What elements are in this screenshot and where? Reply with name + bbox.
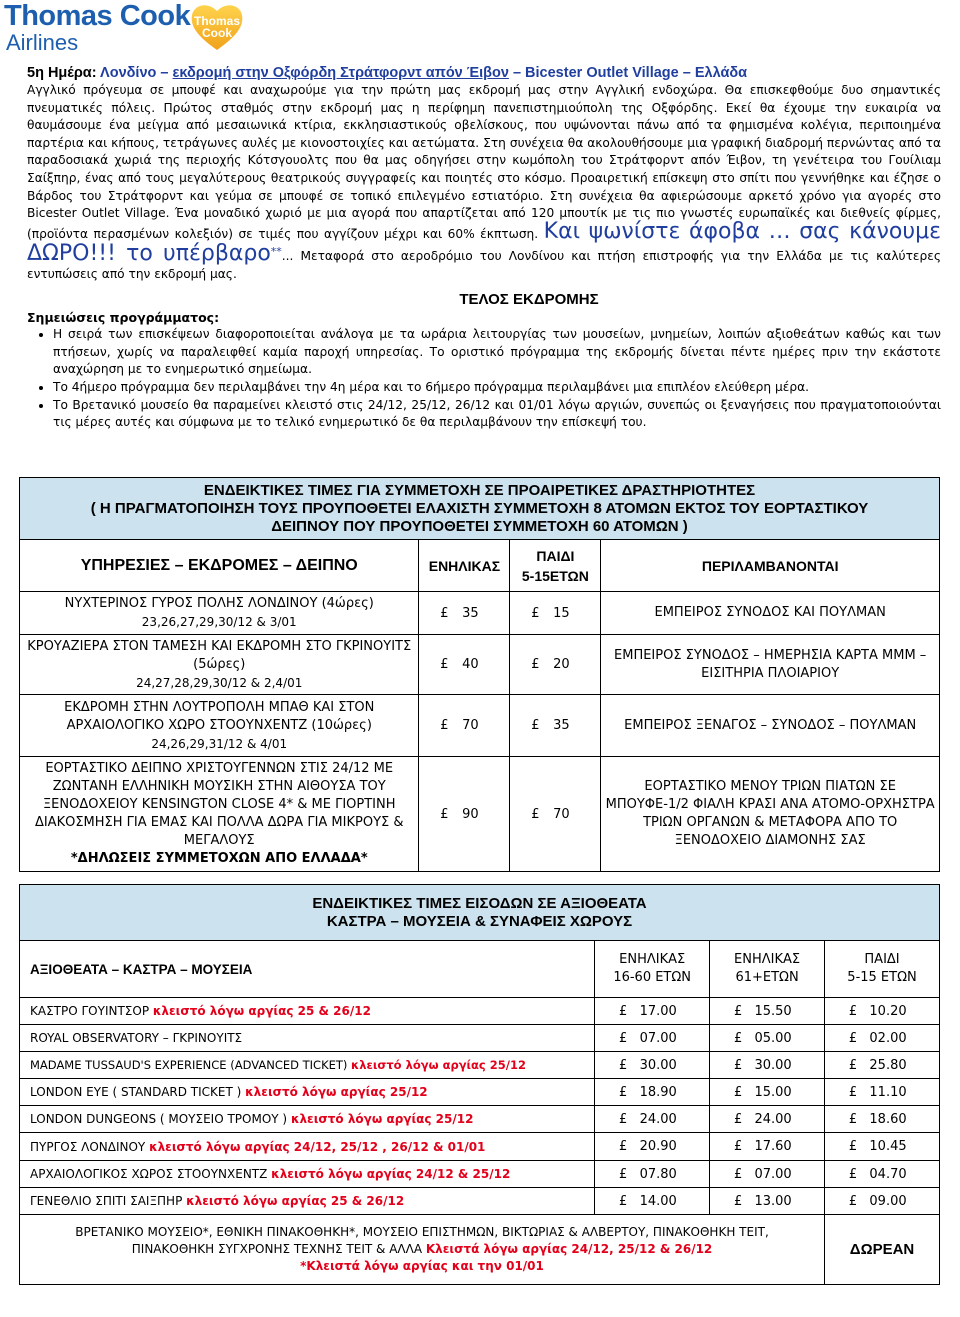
table1-subtitle: ( Η ΠΡΑΓΜΑΤΟΠΟΙΗΣΗ ΤΟΥΣ ΠΡΟΥΠΟΘΕΤΕΙ ΕΛΑΧΙΣΤΗ ΣΥΜΜΕΤΟΧΗ 8 ΑΤΟΜΩΝ ΕΚΤΟΣ ΤΟΥ ΕΟΡΤΑΣΤΙΚΟΥ	[90, 499, 869, 517]
pound-icon: £	[733, 1084, 743, 1100]
price-value: 10.45	[869, 1139, 907, 1154]
price-value: 70	[462, 718, 479, 733]
service-dates: 23,26,27,29,30/12 & 3/01	[141, 615, 297, 629]
col-child-label: ΠΑΙΔΙ	[864, 952, 900, 967]
price-value: 17.00	[639, 1003, 677, 1019]
pound-icon: £	[440, 657, 449, 672]
price-value: 07.00	[639, 1030, 677, 1046]
table1-subtitle: ΔΕΙΠΝΟΥ ΠΟΥ ΠΡΟΥΠΟΘΕΤΕΙ ΣΥΜΜΕΤΟΧΗ 60 ΑΤΟΜΩΝ )	[271, 517, 688, 535]
col-adult: ΕΝΗΛΙΚΑΣ	[419, 540, 510, 592]
optional-activities-table	[19, 477, 940, 872]
note-item: • Η σειρά των επισκέψεων διαφοροποιείται ανάλογα με τα ωράρια λειτουργίας των μουσείων, μνημείων, λοιπών αξιοθεάτων καθώς και των πτήσεων, χωρίς να παραλειφθεί καμία παροχή υπηρεσίας. Το οριστικό πρόγραμμα της εκδρομής δίνεται πέντε ημέρες πριν την εκάστοτε αναχώρηση με το ενημερωτικό σημείωμα.	[53, 326, 941, 379]
table1-title: ΕΝΔΕΙΚΤΙΚΕΣ ΤΙΜΕΣ ΓΙΑ ΣΥΜΜΕΤΟΧΗ ΣΕ ΠΡΟΑΙΡΕΤΙΚΕΣ ΔΡΑΣΤΗΡΙΟΤΗΤΕΣ	[203, 481, 756, 499]
logo-text: Thomas Cook	[4, 0, 191, 32]
service-dates: 24,27,28,29,30/12 & 2,4/01	[136, 675, 303, 690]
child-price	[510, 695, 601, 757]
child-price	[825, 1161, 940, 1188]
col-services: ΥΠΗΡΕΣΙΕΣ – ΕΚΔΡΟΜΕΣ – ΔΕΙΠΝΟ	[20, 540, 419, 592]
price-value: 10.20	[869, 1003, 907, 1019]
pound-icon: £	[848, 1057, 858, 1073]
price-value: 24.00	[639, 1111, 677, 1127]
description-text: Αγγλικό πρόγευμα σε μπουφέ και αναχωρούμε για την πρώτη μας εκδρομή μας στην Αγγλική ενδοχώρα. Θα επισκεφθούμε δυο σημαντικές πνευματικές πόλεις. Πρώτος σταθμός στην εκδρομή μας η περίφημη πανεπιστημιούπολη της Οξφόρδης. Εκεί θα έχουμε την ευκαιρία να θαυμάσουμε ένα μείγμα από μεσαιωνικά κτίρια, εκκλησιαστικούς οβελίσκους, που υψώνονται πάνω από τα φημισμένα κολέγια, περιποιημένα παρτέρια και κήπους, τετράγωνες αυλές με κιονοστοιχίες και αετώματα. Στη συνέχεια θα ακολουθήσουμε μια γραφική διαδρομή περνώντας από τα παραδοσιακά χωριά της περιοχής Κότσγουολτς που θα μας οδηγήσει στην κωμόπολη του Στράτφορντ απόν Έιβον, τη γενέτειρα του Γουίλιαμ Σαίξπηρ, ένας από τους μεγαλύτερους θεατρικούς συγγραφείς και ποιητές στο κόσμο. Προαιρετική επίσκεψη στο σπίτι που γεννήθηκε και έζησε ο Βάρδος του Στράτφορντ και γεύμα σε μπουφέ σε τοπικό επιλεγμένο εστιατόριο. Στη συνέχεια θα αφιερώσουμε αρκετό χρόνο για αγορές στο Bicester Outlet Village. Ένα μοναδικό χωριό με μια αγορά που απαρτίζεται από 120 μπουτίκ με τις πιο γνωστές ευρωπαϊκές και διεθνείς φίρμες, (προϊόντα περασμένων κολεξιόν) σε τιμές που αγγίζουν μέχρι και 60% έκπτωση.	[27, 83, 941, 241]
sight-title: ΑΡΧΑΙΟΛΟΓΙΚΟΣ ΧΩΡΟΣ ΣΤΟΟΥΝΧΕΝΤΖ	[30, 1167, 272, 1181]
service-title: ΕΟΡΤΑΣΤΙΚΟ ΔΕΙΠΝΟ ΧΡΙΣΤΟΥΓΕΝΝΩΝ ΣΤΙΣ 24/12 ΜΕ ΖΩΝΤΑΝΗ ΕΛΛΗΝΙΚΗ ΜΟΥΣΙΚΗ ΣΤΗΝ ΑΙΘΟΥΣΑ ΤΟΥ ΞΕΝΟΔΟΧΕΙΟΥ KENSINGTON CLOSE 4* & ΜΕ ΓΙΟΡΤΙΝΗ ΔΙΑΚΟΣΜΗΣΗ ΓΙΑ ΕΜΑΣ ΚΑΙ ΠΟΛΛΑ ΔΩΡΑ ΓΙΑ ΜΙΚΡΟΥΣ & ΜΕΓΑΛΟΥΣ	[34, 761, 404, 848]
service-title: ΝΥΧΤΕΡΙΝΟΣ ΓΥΡΟΣ ΠΟΛΗΣ ΛΟΝΔΙΝΟΥ (4ώρες)	[64, 596, 374, 611]
col-child	[510, 540, 601, 592]
adult-price	[595, 1079, 710, 1106]
price-value: 20	[553, 657, 570, 672]
price-value: 02.00	[869, 1030, 907, 1046]
table-row	[20, 757, 940, 872]
col-child-age: 5-15ΕΤΩΝ	[521, 567, 589, 584]
service-name	[20, 635, 419, 695]
price-value: 15.00	[754, 1084, 792, 1100]
pound-icon: £	[848, 1084, 858, 1100]
senior-price	[710, 1188, 825, 1215]
free-museums-list: ΒΡΕΤΑΝΙΚΟ ΜΟΥΣΕΙΟ*, ΕΘΝΙΚΗ ΠΙΝΑΚΟΘΗΚΗ*, ΜΟΥΣΕΙΟ ΕΠΙΣΤΗΜΩΝ, ΒΙΚΤΩΡΙΑΣ & ΑΛΒΕΡΤΟΥ, ΠΙΝΑΚΟΘΗΚΗ ΤΕΙΤ,	[75, 1225, 769, 1239]
sight-name	[20, 1161, 595, 1188]
table-row	[20, 1025, 940, 1052]
sight-title: ΚΑΣΤΡΟ ΓΟΥΙΝΤΣΟΡ	[30, 1004, 153, 1018]
day-destination: Ελλάδα	[694, 65, 748, 81]
pound-icon: £	[531, 718, 540, 733]
price-value: 14.00	[639, 1193, 677, 1209]
free-museums-list	[20, 1241, 824, 1258]
sight-title: MADAME TUSSAUD'S EXPERIENCE (ADVANCED TICKET)	[30, 1058, 352, 1072]
closure-note: κλειστό λόγω αργίας 24/12, 25/12 , 26/12 & 01/01	[149, 1139, 486, 1154]
sight-title: ΓΕΝΕΘΛΙΟ ΣΠΙΤΙ ΣΑΙΞΠΗΡ	[30, 1194, 187, 1208]
highlight-text: Και ψωνίστε άφοβα … σας κάνουμε ΔΩΡΟ!!! το υπέρβαρο	[27, 218, 941, 267]
free-museums	[20, 1215, 825, 1285]
includes-text: ΕΜΠΕΙΡΟΣ ΞΕΝΑΓΟΣ – ΣΥΝΟΔΟΣ – ΠΟΥΛΜΑΝ	[601, 695, 940, 757]
pound-icon: £	[619, 1003, 628, 1019]
includes-text: ΕΜΠΕΙΡΟΣ ΣΥΝΟΔΟΣ – ΗΜΕΡΗΣΙΑ ΚΑΡΤΑ ΜΜΜ – ΕΙΣΙΤΗΡΙΑ ΠΛΟΙΑΡΙΟΥ	[601, 635, 940, 695]
price-value: 30.00	[754, 1057, 792, 1073]
note-item: • Το 4ήμερο πρόγραμμα δεν περιλαμβάνει την 4η μέρα και το 6ήμερο πρόγραμμα περιλαμβάνει μια επιπλέον ελεύθερη μέρα.	[53, 379, 941, 397]
senior-price	[710, 998, 825, 1025]
child-price	[825, 1079, 940, 1106]
pound-icon: £	[531, 806, 540, 822]
stars-mark: **	[270, 245, 282, 259]
table-row	[20, 635, 940, 695]
child-price	[825, 998, 940, 1025]
includes-text: ΕΟΡΤΑΣΤΙΚΟ ΜΕΝΟΥ ΤΡΙΩΝ ΠΙΑΤΩΝ ΣΕ ΜΠΟΥΦΕ-1/2 ΦΙΑΛΗ ΚΡΑΣΙ ΑΝΑ ΑΤΟΜΟ-ΟΡΧΗΣΤΡΑ ΤΡΙΩΝ ΟΡΓΑΝΩΝ & ΜΕΤΑΦΟΡΑ ΑΠΟ ΤΟ ΞΕΝΟΔΟΧΕΙΟ ΔΙΑΜΟΝΗΣ ΣΑΣ	[601, 757, 940, 872]
adult-price	[595, 1161, 710, 1188]
adult-price	[595, 1106, 710, 1133]
table-row	[20, 1106, 940, 1133]
senior-price	[710, 1025, 825, 1052]
day-city: Λονδίνο –	[100, 65, 173, 81]
sight-name	[20, 1106, 595, 1133]
price-value: 17.60	[754, 1139, 792, 1154]
child-price	[510, 592, 601, 635]
adult-price	[419, 695, 510, 757]
notes-list	[27, 326, 941, 432]
sight-name	[20, 1133, 595, 1161]
table2-subtitle: ΚΑΣΤΡΑ – ΜΟΥΣΕΙΑ & ΣΥΝΑΦΕΙΣ ΧΩΡΟΥΣ	[326, 912, 633, 930]
child-price	[825, 1106, 940, 1133]
pound-icon: £	[848, 1030, 858, 1046]
closure-note: κλειστό λόγω αργίας 24/12 & 25/12	[271, 1167, 511, 1181]
child-price	[825, 1052, 940, 1079]
notes-title: Σημειώσεις προγράμματος:	[27, 309, 220, 325]
pound-icon: £	[848, 1193, 858, 1209]
day-label: 5η Ημέρα:	[27, 65, 101, 81]
price-value: 07.00	[754, 1166, 792, 1182]
pound-icon: £	[440, 718, 449, 733]
price-value: 04.70	[869, 1166, 907, 1182]
sight-name	[20, 1079, 595, 1106]
closure-note: κλειστό λόγω αργίας 25 & 26/12	[186, 1194, 405, 1208]
table-row	[20, 1161, 940, 1188]
table-row	[20, 1079, 940, 1106]
sight-name	[20, 998, 595, 1025]
adult-price	[595, 1188, 710, 1215]
pound-icon: £	[619, 1139, 628, 1154]
closure-note: κλειστό λόγω αργίας 25/12	[351, 1058, 526, 1072]
col-senior	[710, 941, 825, 998]
price-value: 40	[462, 657, 479, 672]
svg-text:Thomas: Thomas	[193, 14, 241, 28]
service-name	[20, 592, 419, 635]
col-senior-age: 61+ΕΤΩΝ	[735, 970, 799, 985]
price-value: 11.10	[869, 1084, 907, 1100]
price-value: 15	[553, 605, 570, 621]
pound-icon: £	[733, 1111, 743, 1127]
price-value: 15.50	[754, 1003, 792, 1019]
service-dates: 24,26,29,31/12 & 4/01	[151, 736, 288, 751]
pound-icon: £	[733, 1030, 743, 1046]
col-adult	[595, 941, 710, 998]
end-of-trip-title: ΤΕΛΟΣ ΕΚΔΡΟΜΗΣ	[459, 290, 599, 308]
senior-price	[710, 1052, 825, 1079]
price-value: 07.80	[639, 1166, 677, 1182]
service-title: ΕΚΔΡΟΜΗ ΣΤΗΝ ΛΟΥΤΡΟΠΟΛΗ ΜΠΑΘ ΚΑΙ ΣΤΟΝ ΑΡΧΑΙΟΛΟΓΙΚΟ ΧΩΡΟ ΣΤΟΟΥΝΧΕΝΤΖ (10ώρες)	[64, 699, 375, 733]
table2-title: ΕΝΔΕΙΚΤΙΚΕΣ ΤΙΜΕΣ ΕΙΣΟΔΩΝ ΣΕ ΑΞΙΟΘΕΑΤΑ	[312, 894, 647, 912]
adult-price	[595, 998, 710, 1025]
price-value: 18.60	[869, 1111, 907, 1127]
price-value: 90	[462, 806, 479, 822]
table-row	[20, 695, 940, 757]
closure-note: κλειστό λόγω αργίας 25/12	[290, 1112, 474, 1126]
day-dash: –	[682, 65, 695, 81]
brand-logo	[0, 0, 260, 58]
table-row	[20, 1215, 940, 1285]
senior-price	[710, 1079, 825, 1106]
note-item: • Το Βρετανικό μουσείο θα παραμείνει κλειστό στις 24/12, 25/12, 26/12 και 01/01 λόγω αργιών, συνεπώς οι ξεναγήσεις που πραγματοποιούνται τις μέρες αυτές και σύμφωνα με το τελικό ενημερωτικό δε θα περιλαμβάνουν την επίσκεψή του.	[53, 397, 941, 432]
pound-icon: £	[848, 1139, 858, 1154]
pound-icon: £	[733, 1003, 743, 1019]
pound-icon: £	[619, 1084, 628, 1100]
service-name	[20, 695, 419, 757]
price-value: 20.90	[639, 1139, 677, 1154]
senior-price	[710, 1106, 825, 1133]
sight-title: LONDON DUNGEONS ( ΜΟΥΣΕΙΟ ΤΡΟΜΟΥ )	[30, 1112, 291, 1126]
closure-note: Κλειστά λόγω αργίας 24/12, 25/12 & 26/12	[425, 1242, 713, 1256]
child-price	[825, 1025, 940, 1052]
child-price	[825, 1188, 940, 1215]
thomas-cook-heart-logo-icon	[189, 2, 245, 52]
adult-price	[595, 1133, 710, 1161]
pound-icon: £	[733, 1057, 743, 1073]
day-title	[27, 64, 941, 82]
table1-header	[20, 478, 940, 540]
senior-price	[710, 1161, 825, 1188]
pound-icon: £	[440, 605, 449, 621]
svg-text:Cook: Cook	[202, 26, 232, 40]
pound-icon: £	[619, 1193, 628, 1209]
price-value: 09.00	[869, 1193, 907, 1209]
table-row	[20, 1133, 940, 1161]
price-value: 70	[553, 806, 570, 822]
free-label: ΔΩΡΕΑΝ	[825, 1215, 940, 1285]
col-includes: ΠΕΡΙΛΑΜΒΑΝΟΝΤΑΙ	[601, 540, 940, 592]
table-row	[20, 998, 940, 1025]
price-value: 18.90	[639, 1084, 677, 1100]
closure-note: *Κλειστά λόγω αργίας και την 01/01	[300, 1259, 544, 1273]
col-child-age: 5-15 ΕΤΩΝ	[847, 970, 917, 985]
excursion-link[interactable]: εκδρομή στην Οξφόρδη Στράτφορντ απόν Έιβον	[172, 65, 509, 81]
description-tail: ... Μεταφορά στο αεροδρόμιο του Λονδίνου και πτήση επιστροφής για την Ελλάδα με τις καλύτερες εντυπώσεις από την εκδρομή μας.	[27, 249, 941, 281]
table-row	[20, 1188, 940, 1215]
closure-note: κλειστό λόγω αργίας 25/12	[245, 1085, 428, 1099]
pound-icon: £	[848, 1111, 858, 1127]
sights-prices-table	[19, 884, 940, 1285]
child-price	[825, 1133, 940, 1161]
col-child	[825, 941, 940, 998]
pound-icon: £	[733, 1193, 743, 1209]
price-value: 24.00	[754, 1111, 792, 1127]
sight-title: ΠΥΡΓΟΣ ΛΟΝΔΙΝΟΥ	[30, 1139, 150, 1154]
col-adult-label: ΕΝΗΛΙΚΑΣ	[619, 952, 686, 967]
pound-icon: £	[733, 1166, 743, 1182]
free-museums-text: ΠΙΝΑΚΟΘΗΚΗ ΣΥΓΧΡΟΝΗΣ ΤΕΧΝΗΣ ΤΕΙΤ & ΑΛΛΑ	[131, 1242, 426, 1256]
itinerary-content	[27, 64, 941, 432]
col-senior-label: ΕΝΗΛΙΚΑΣ	[734, 952, 801, 967]
adult-price	[595, 1025, 710, 1052]
pound-icon: £	[619, 1030, 628, 1046]
sight-title: LONDON EYE ( STANDARD TICKET )	[30, 1085, 246, 1099]
pound-icon: £	[619, 1166, 628, 1182]
senior-price	[710, 1133, 825, 1161]
includes-text: ΕΜΠΕΙΡΟΣ ΣΥΝΟΔΟΣ ΚΑΙ ΠΟΥΛΜΑΝ	[601, 592, 940, 635]
adult-price	[419, 635, 510, 695]
service-title: ΚΡΟΥΑΖΙΕΡΑ ΣΤΟΝ ΤΑΜΕΣΗ ΚΑΙ ΕΚΔΡΟΜΗ ΣΤΟ ΓΚΡΙΝΟΥΙΤΣ (5ώρες)	[27, 638, 412, 672]
day-description	[27, 82, 941, 284]
adult-price	[419, 757, 510, 872]
child-price	[510, 757, 601, 872]
pound-icon: £	[619, 1111, 628, 1127]
price-value: 25.80	[869, 1057, 907, 1073]
table2-header	[20, 885, 940, 941]
sight-name	[20, 1025, 595, 1052]
pound-icon: £	[531, 657, 540, 672]
table-row	[20, 592, 940, 635]
day-outlet: – Bicester Outlet Village	[508, 65, 683, 81]
child-price	[510, 635, 601, 695]
pound-icon: £	[848, 1003, 858, 1019]
col-child-label: ΠΑΙΔΙ	[536, 547, 575, 564]
pound-icon: £	[848, 1166, 858, 1182]
col-adult-age: 16-60 ΕΤΩΝ	[613, 970, 692, 985]
logo-subtext: Airlines	[6, 30, 79, 55]
service-note: *ΔΗΛΩΣΕΙΣ ΣΥΜΜΕΤΟΧΩΝ ΑΠΟ ΕΛΛΑΔΑ*	[70, 851, 368, 866]
price-value: 13.00	[754, 1193, 792, 1209]
adult-price	[595, 1052, 710, 1079]
col-sights: ΑΞΙΟΘΕΑΤΑ – ΚΑΣΤΡΑ – ΜΟΥΣΕΙΑ	[20, 941, 595, 998]
price-value: 05.00	[754, 1030, 792, 1046]
price-value: 30.00	[639, 1057, 677, 1073]
pound-icon: £	[440, 806, 449, 822]
pound-icon: £	[733, 1139, 743, 1154]
sight-name	[20, 1052, 595, 1079]
service-name	[20, 757, 419, 872]
sight-title: ROYAL OBSERVATORY – ΓΚΡΙΝΟΥΙΤΣ	[30, 1031, 243, 1045]
pound-icon: £	[531, 605, 540, 621]
adult-price	[419, 592, 510, 635]
price-value: 35	[553, 718, 570, 733]
pound-icon: £	[619, 1057, 628, 1073]
price-value: 35	[462, 605, 479, 621]
table-row	[20, 1052, 940, 1079]
sight-name	[20, 1188, 595, 1215]
closure-note: κλειστό λόγω αργίας 25 & 26/12	[152, 1004, 371, 1018]
